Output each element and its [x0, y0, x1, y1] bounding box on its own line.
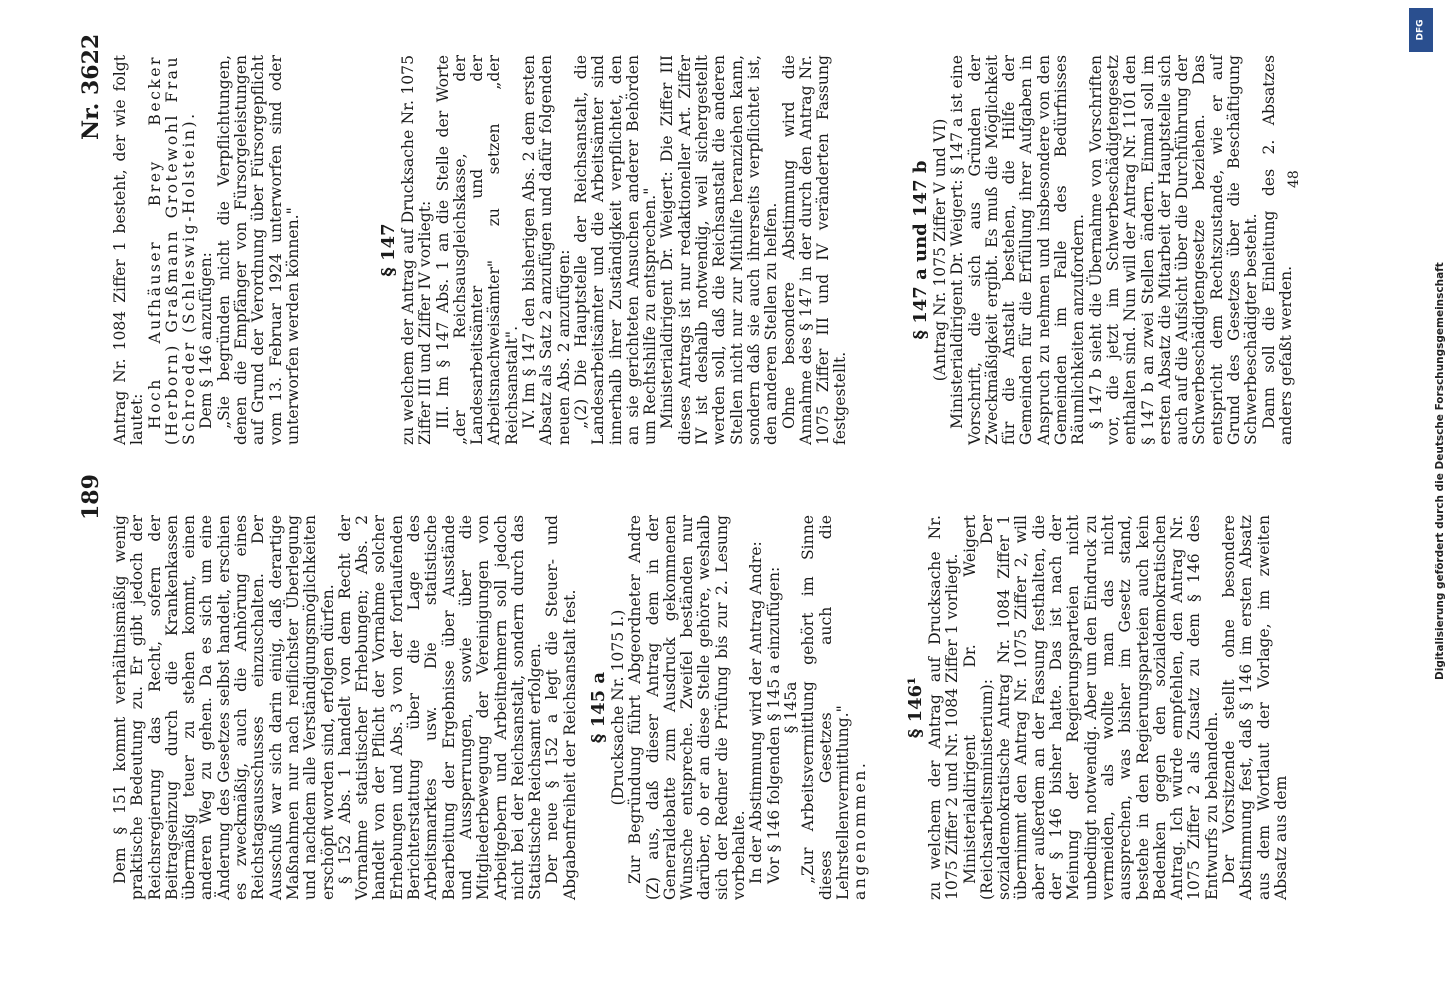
- left-column-146: [905, 515, 1290, 900]
- paragraph: Dann soll die Einleitung des 2. Absatzes anders gefaßt werden.: [1259, 55, 1295, 445]
- paragraph: § 152 Abs. 1 handelt von dem Recht der Vornahme statistischer Erhebungen; Abs. 2 handelt von der Pflicht der Vornahme solcher Erhebungen und Abs. 3 von der fortlaufenden Berichterstattung über die Lage des Arbeitsmarktes usw. Die statistische Bearbeitung der Ergebnisse über Ausstände und Aussperrungen, sowie über die Mitgliederbewegung der Vereinigungen von Arbeitgebern und Arbeitnehmern soll jedoch nicht bei der Reichsanstalt, sondern durch das Statistische Reichsamt erfolgen.: [335, 515, 545, 900]
- quote: „(2) Die Hauptstelle der Reichsanstalt, die Landesarbeitsämter und die Arbeitsämter sind innerhalb ihrer Zuständigkeit verpflichtet, den an sie gerichteten Ansuchen anderer Behörden um Rechtshilfe zu entsprechen.": [571, 55, 660, 445]
- right-column-147: [378, 55, 850, 445]
- paragraph: zu welchem der Antrag auf Drucksache Nr. 1075 Ziffer III und Ziffer IV vorliegt:: [399, 55, 435, 445]
- page-number-left: 189: [78, 474, 104, 520]
- paragraph: zu welchem der Antrag auf Drucksache Nr. 1075 Ziffer 2 und Nr. 1084 Ziffer 1 vorliegt.: [926, 515, 962, 900]
- signatories: Hoch Aufhäuser Brey Becker (Herborn) Graßmann Grotewohl Frau Schroeder (Schleswig-Holstein).: [145, 55, 199, 445]
- left-column-145a: [588, 515, 869, 900]
- section-heading-145a: § 145 a: [588, 671, 609, 744]
- left-column-top: [112, 515, 579, 900]
- paragraph: Zur Begründung führt Abgeordneter Andre (Z) aus, daß dieser Antrag dem in der Generaldebatte zum Ausdruck gekommenen Wunsche entspreche. Zweifel beständen nur darüber, ob er an diese Stelle gehöre, weshalb sich der Redner die Prüfung bis zur 2. Lesung vorbehalte.: [626, 515, 749, 900]
- list-item: IV. Im § 147 den bisherigen Abs. 2 dem ersten Absatz als Satz 2 anzufügen und dafür folgenden neuen Abs. 2 anzufügen:: [520, 55, 573, 445]
- section-subheading: (Antrag Nr. 1075 Ziffer V und VI): [931, 118, 949, 382]
- funding-note: Digitalisierung gefördert durch die Deutsche Forschungsgemeinschaft: [1434, 262, 1446, 680]
- section-heading-146: § 146¹: [905, 676, 926, 739]
- paragraph: § 147 b sieht die Übernahme von Vorschriften vor, die jetzt im Schwerbeschädigtengesetz enthalten sind. Nun will der Antrag Nr. 1101 den § 147 b an zwei Stellen ändern. Einmal soll im ersten Absatz die Mitarbeit der Hauptstelle sich auch auf die Aufsicht über die Durchführung der Schwerbeschädigtengesetze beziehen. Das entspricht dem Rechtszustande, wie er auf Grund des Gesetzes über die Beschäftigung Schwerbeschädigter besteht.: [1086, 55, 1261, 445]
- page-number-right: Nr. 3622: [78, 33, 104, 140]
- paragraph: Dem § 151 kommt verhältnismäßig wenig praktische Bedeutung zu. Er gibt jedoch der Reichsregierung das Recht, sofern der Beitragseinzug durch die Krankenkassen übermäßig teuer zu stehen kommt, einen anderen Weg zu gehen. Da es sich um eine Änderung des Gesetzes selbst handelt, erschien es zweckmäßig, auch die Anhörung eines Reichstagsausschusses einzuschalten. Der Ausschuß war sich darin einig, daß derartige Maßnahmen nur nach reiflichster Überlegung und nachdem alle Verständigungsmöglichkeiten erschöpft worden sind, erfolgen dürfen.: [111, 515, 337, 900]
- list-item: III. Im § 147 Abs. 1 an die Stelle der Worte „der Reichsausgleichskasse, der Landesarbeitsämter und der Arbeitsnachweisämter" zu setzen „der Reichsanstalt".: [433, 55, 521, 445]
- quote: „Sie begründen nicht die Verpflichtungen, denen die Empfänger von Fürsorgeleistungen auf Grund der Verordnung über Fürsorgepflicht vom 13. Februar 1924 unterworfen sind oder unterworfen werden können.": [214, 55, 302, 445]
- right-column-top: [112, 55, 302, 445]
- paragraph: Ministerialdirigent Dr. Weigert: § 147 a ist eine Vorschrift, die sich aus Gründen der Zweckmäßigkeit ergibt. Es muß die Möglichkeit für die Anstalt bestehen, die Hilfe der Gemeinden für die Erfüllung ihrer Aufgaben in Anspruch zu nehmen und insbesondere von den Gemeinden im Falle des Bedürfnisses Räumlichkeiten anzufordern.: [948, 55, 1088, 445]
- right-column-147ab: [910, 55, 1295, 445]
- result: angenommen.: [851, 760, 870, 900]
- quote: „Zur Arbeitsvermittlung gehört im Sinne dieses Gesetzes auch die Lehrstellenvermittlung.": [799, 515, 852, 900]
- paragraph: Dem § 146 anzufügen:: [197, 252, 216, 429]
- paragraph: Ministerialdirigent Dr. Weigert: Die Ziffer III dieses Antrags ist nur redaktioneller Art. Ziffer IV ist deshalb notwendig, weil sichergestellt werden soll, daß die Reichsanstalt die anderen Stellen nicht nur zur Mithilfe heranziehen kann, sondern daß sie auch ihrerseits verpflichtet ist, den anderen Stellen zu helfen.: [658, 55, 781, 445]
- paragraph: Antrag Nr. 1084 Ziffer 1 besteht, der wie folgt lautet:: [111, 55, 147, 445]
- funding-sidebar: [1409, 0, 1446, 1000]
- section-subheading: (Drucksache Nr. 1075 I.): [609, 609, 627, 806]
- paragraph: Vor § 146 folgenden § 145 a einzufügen:: [764, 566, 783, 884]
- dfg-logo: DFG: [1409, 8, 1433, 52]
- paragraph: Ministerialdirigent Dr. Weigert (Reichsarbeitsministerium): Der sozialdemokratische Antrag Nr. 1084 Ziffer 1 übernimmt den Antrag Nr. 1075 Ziffer 2, will aber außerdem an der Fassung festhalten, die der § 146 bisher hatte. Das ist nach der Meinung der Regierungsparteien nicht unbedingt notwendig. Aber um den Eindruck zu vermeiden, als wollte man das nicht aussprechen, was bisher im Gesetz stand, bestehe in den Regierungsparteien auch kein Bedenken gegen den sozialdemokratischen Antrag. Ich würde empfehlen, den Antrag Nr. 1075 Ziffer 2 als Zusatz zu dem § 146 des Entwurfs zu behandeln.: [960, 515, 1221, 900]
- paragraph: Der neue § 152 a legt die Steuer- und Abgabenfreiheit der Reichsanstalt fest.: [543, 515, 579, 900]
- section-heading-147ab: § 147 a und 147 b: [910, 160, 931, 340]
- paragraph: Ohne besondere Abstimmung wird die Annahme des § 147 in der durch den Antrag Nr. 1075 Ziffer III und IV veränderten Fassung festgestellt.: [779, 55, 850, 445]
- page-number-small: 48: [1286, 170, 1302, 188]
- paragraph: In der Abstimmung wird der Antrag Andre:: [747, 541, 766, 884]
- quote-heading: § 145a: [781, 681, 800, 734]
- section-heading-147: § 147: [378, 223, 399, 277]
- paragraph: Der Vorsitzende stellt ohne besondere Abstimmung fest, daß § 146 im ersten Absatz aus dem Wortlaut der Vorlage, im zweiten Absatz aus dem: [1220, 515, 1290, 900]
